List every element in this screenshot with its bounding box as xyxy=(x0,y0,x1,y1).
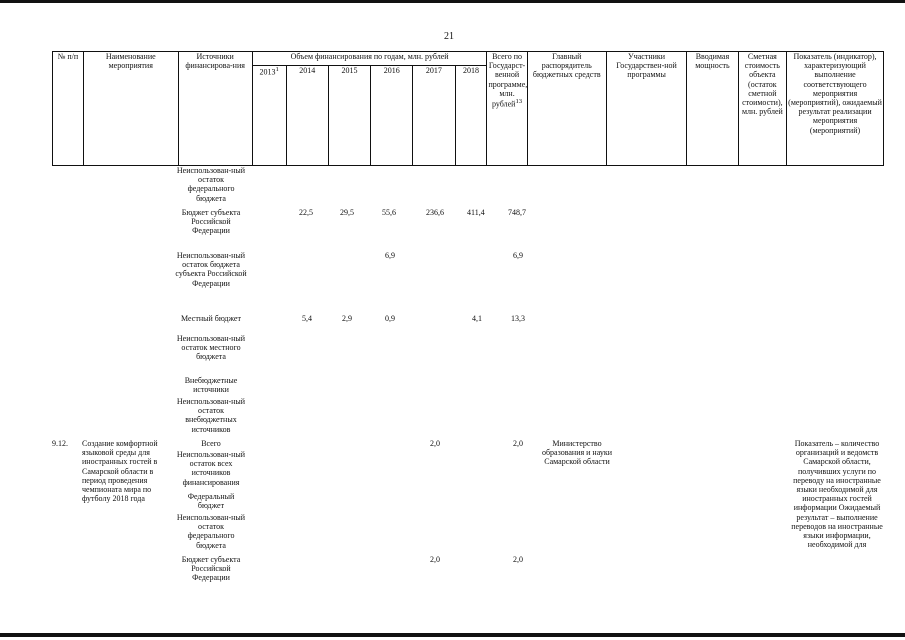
value-total: 2,0 xyxy=(513,439,523,448)
value-2017: 2,0 xyxy=(430,439,440,448)
value-2016: 55,6 xyxy=(382,208,396,217)
value-total: 6,9 xyxy=(513,251,523,260)
col-year-2015: 2015 xyxy=(328,66,370,166)
col-year-2017: 2017 xyxy=(413,66,455,166)
source-regional-remainder: Неиспользован-ный остаток бюджета субъекта Российской Федерации xyxy=(175,251,247,288)
value-total: 2,0 xyxy=(513,555,523,564)
value-2017: 2,0 xyxy=(430,555,440,564)
col-participants: Участники Государствен-ной программы xyxy=(606,52,686,166)
col-capacity: Вводимая мощность xyxy=(687,52,738,166)
col-manager: Главный распорядитель бюджетных средств xyxy=(527,52,606,166)
indicator-text: Показатель – количество организаций и ведомств Самарской области, получивших услуги по переводу на иностранные языки необходимой для иностранных гостей информации Ожидаемый результат – выполнение переводов на иностранные языки информации, необходимой для xyxy=(791,439,883,550)
value-2016: 6,9 xyxy=(385,251,395,260)
value-2018: 4,1 xyxy=(472,314,482,323)
col-no: № п/п xyxy=(53,52,84,166)
value-2014: 5,4 xyxy=(302,314,312,323)
table-body xyxy=(52,166,884,606)
col-year-2014: 2014 xyxy=(286,66,328,166)
source-local-budget: Местный бюджет xyxy=(181,314,241,323)
source-extrabudgetary-remainder: Неиспользован-ный остаток внебюджетных источников xyxy=(176,397,246,434)
page-number: 21 xyxy=(444,31,454,42)
value-total: 13,3 xyxy=(511,314,525,323)
source-regional-budget: Бюджет субъекта Российской Федерации xyxy=(181,208,241,236)
value-2015: 2,9 xyxy=(342,314,352,323)
source-extrabudgetary: Внебюджетные источники xyxy=(184,376,238,395)
source-fed-remainder: Неиспользован-ный остаток федерального бюджета xyxy=(176,166,246,203)
value-2015: 29,5 xyxy=(340,208,354,217)
col-name: Наименование мероприятия xyxy=(83,52,178,166)
col-year-2018: 2018 xyxy=(455,66,487,166)
source-federal-budget: Федеральный бюджет xyxy=(187,492,235,511)
source-all-remainder: Неиспользован-ный остаток всех источников финансирования xyxy=(176,450,246,487)
value-2017: 236,6 xyxy=(426,208,444,217)
source-total: Всего xyxy=(201,439,221,448)
source-local-remainder: Неиспользован-ный остаток местного бюджета xyxy=(176,334,246,362)
value-2018: 411,4 xyxy=(467,208,485,217)
source-regional-budget-2: Бюджет субъекта Российской Федерации xyxy=(181,555,241,583)
col-year-2013: 2013$^1$ xyxy=(252,66,286,166)
item-number: 9.12. xyxy=(52,439,68,448)
item-name: Создание комфортной языковой среды для иностранных гостей в Самарской области в период проведения чемпионата мира по футболу 2018 года xyxy=(82,439,158,504)
value-2016: 0,9 xyxy=(385,314,395,323)
col-volume: Объем финансирования по годам, млн. рублей xyxy=(252,52,487,66)
top-border xyxy=(0,0,905,3)
col-sources: Источники финансирова-ния xyxy=(178,52,252,166)
col-year-2016: 2016 xyxy=(371,66,413,166)
header-table xyxy=(52,51,884,166)
source-fed-remainder-2: Неиспользован-ный остаток федерального бюджета xyxy=(176,513,246,550)
value-total: 748,7 xyxy=(508,208,526,217)
responsible-manager: Министерство образования и науки Самарской области xyxy=(541,439,613,467)
bottom-border xyxy=(0,633,905,637)
col-estimate: Сметная стоимость объекта (остаток сметной стоимости), млн. рублей xyxy=(738,52,786,166)
value-2014: 22,5 xyxy=(299,208,313,217)
col-indicator: Показатель (индикатор), характеризующий выполнение соответствующего мероприятия (мероприятий), ожидаемый результат реализации мероприятия (мероприятий) xyxy=(787,52,884,166)
col-total: Всего по Государст-венной программе, млн. рублей$^{13}$ xyxy=(487,52,527,166)
